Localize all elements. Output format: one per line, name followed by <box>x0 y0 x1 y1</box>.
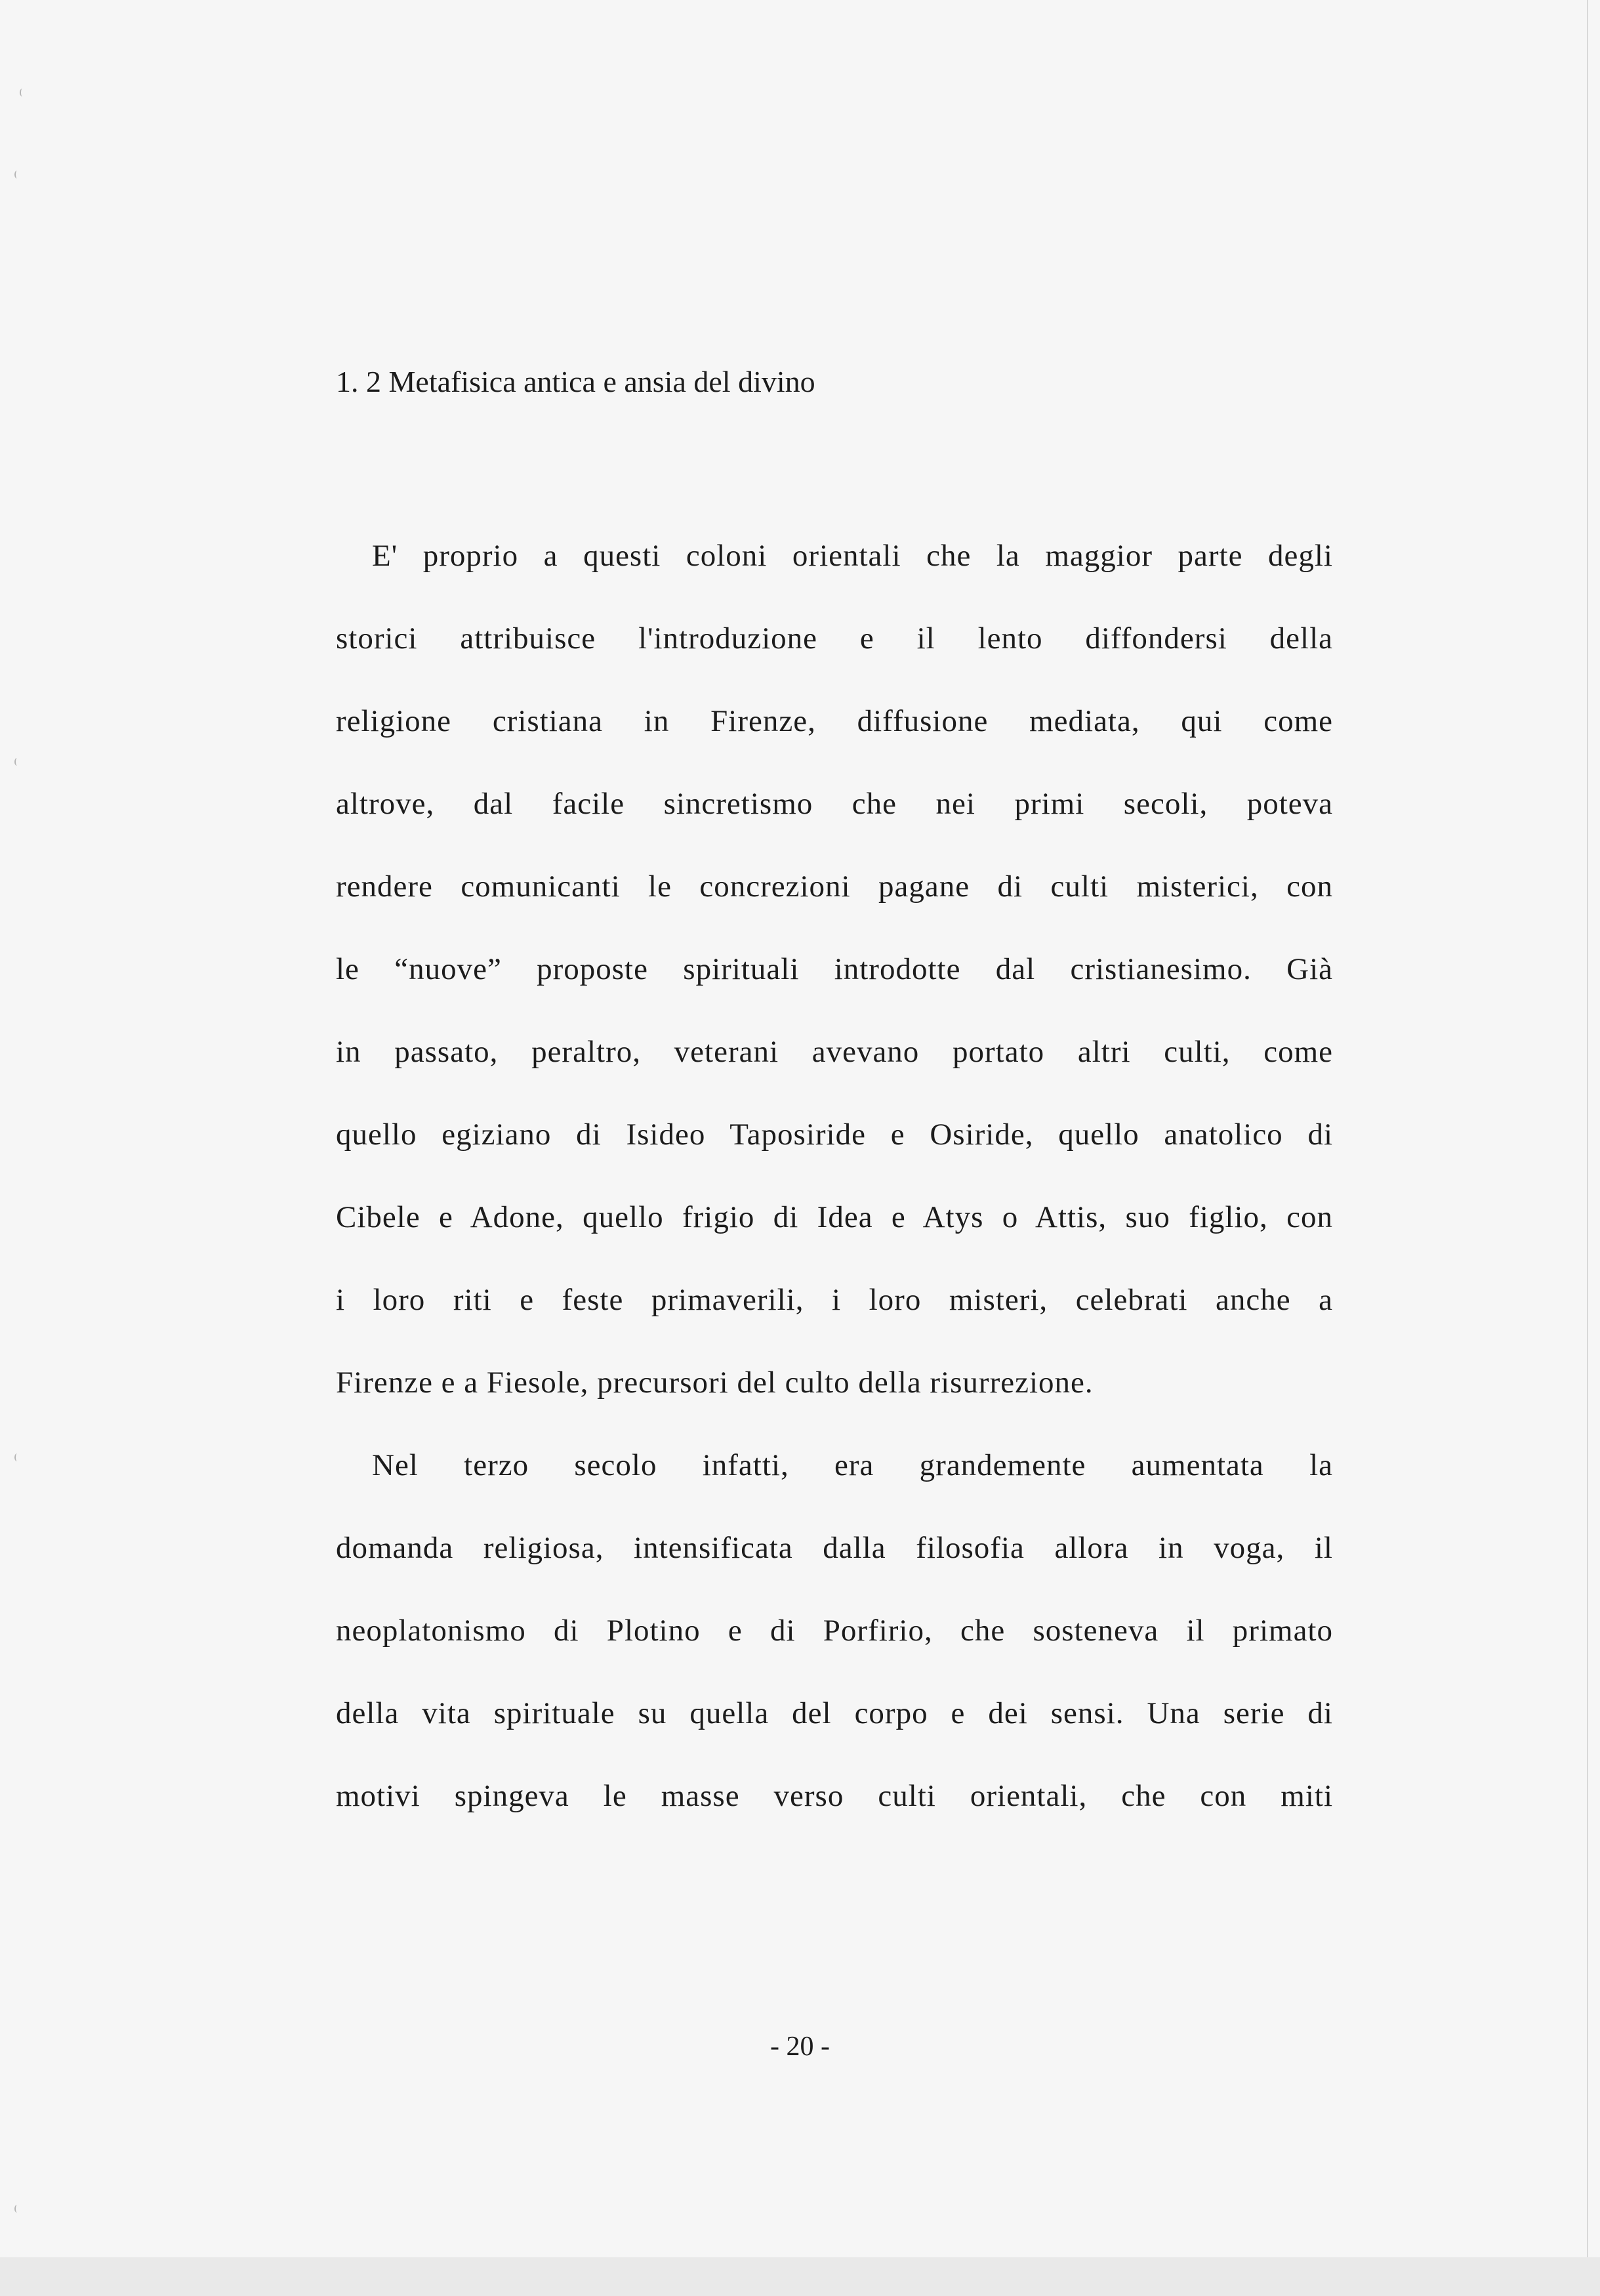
text-line: motivi spingeva le masse verso culti orientali, che con miti <box>336 1779 1333 1813</box>
punch-mark <box>14 1453 20 1461</box>
text-line: altrove, dal facile sincretismo che nei primi secoli, poteva <box>336 787 1333 821</box>
paragraph-1 <box>336 533 1333 1442</box>
text-line: Firenze e a Fiesole, precursori del culto della risurrezione. <box>336 1366 1094 1400</box>
text-line: religione cristiana in Firenze, diffusione mediata, qui come <box>336 704 1333 738</box>
text-line: Nel terzo secolo infatti, era grandemente aumentata la <box>372 1448 1333 1482</box>
punch-mark <box>14 171 20 178</box>
text-line: storici attribuisce l'introduzione e il lento diffondersi della <box>336 621 1333 656</box>
page-edge-right <box>1587 0 1588 2257</box>
text-line: neoplatonismo di Plotino e di Porfirio, che sosteneva il primato <box>336 1614 1333 1648</box>
page-edge-bottom <box>0 2257 1600 2296</box>
text-line: le “nuove” proposte spirituali introdotte dal cristianesimo. Già <box>336 952 1333 986</box>
text-line: domanda religiosa, intensificata dalla filosofia allora in voga, il <box>336 1531 1333 1565</box>
paragraph-2 <box>336 1442 1333 1856</box>
text-line: Cibele e Adone, quello frigio di Idea e Atys o Attis, suo figlio, con <box>336 1200 1333 1234</box>
punch-mark <box>20 89 25 96</box>
punch-mark <box>14 2205 20 2213</box>
text-line: quello egiziano di Isideo Taposiride e Osiride, quello anatolico di <box>336 1117 1333 1152</box>
text-line: E' proprio a questi coloni orientali che la maggior parte degli <box>372 539 1333 573</box>
text-line: rendere comunicanti le concrezioni pagane di culti misterici, con <box>336 869 1333 904</box>
text-line: in passato, peraltro, veterani avevano portato altri culti, come <box>336 1035 1333 1069</box>
section-title: 1. 2 Metafisica antica e ansia del divino <box>336 365 815 398</box>
text-line: i loro riti e feste primaverili, i loro misteri, celebrati anche a <box>336 1283 1333 1317</box>
punch-mark <box>14 758 20 766</box>
body-text <box>336 533 1333 1856</box>
page-number: - 20 - <box>770 2032 830 2062</box>
text-line: della vita spirituale su quella del corpo e dei sensi. Una serie di <box>336 1696 1333 1730</box>
